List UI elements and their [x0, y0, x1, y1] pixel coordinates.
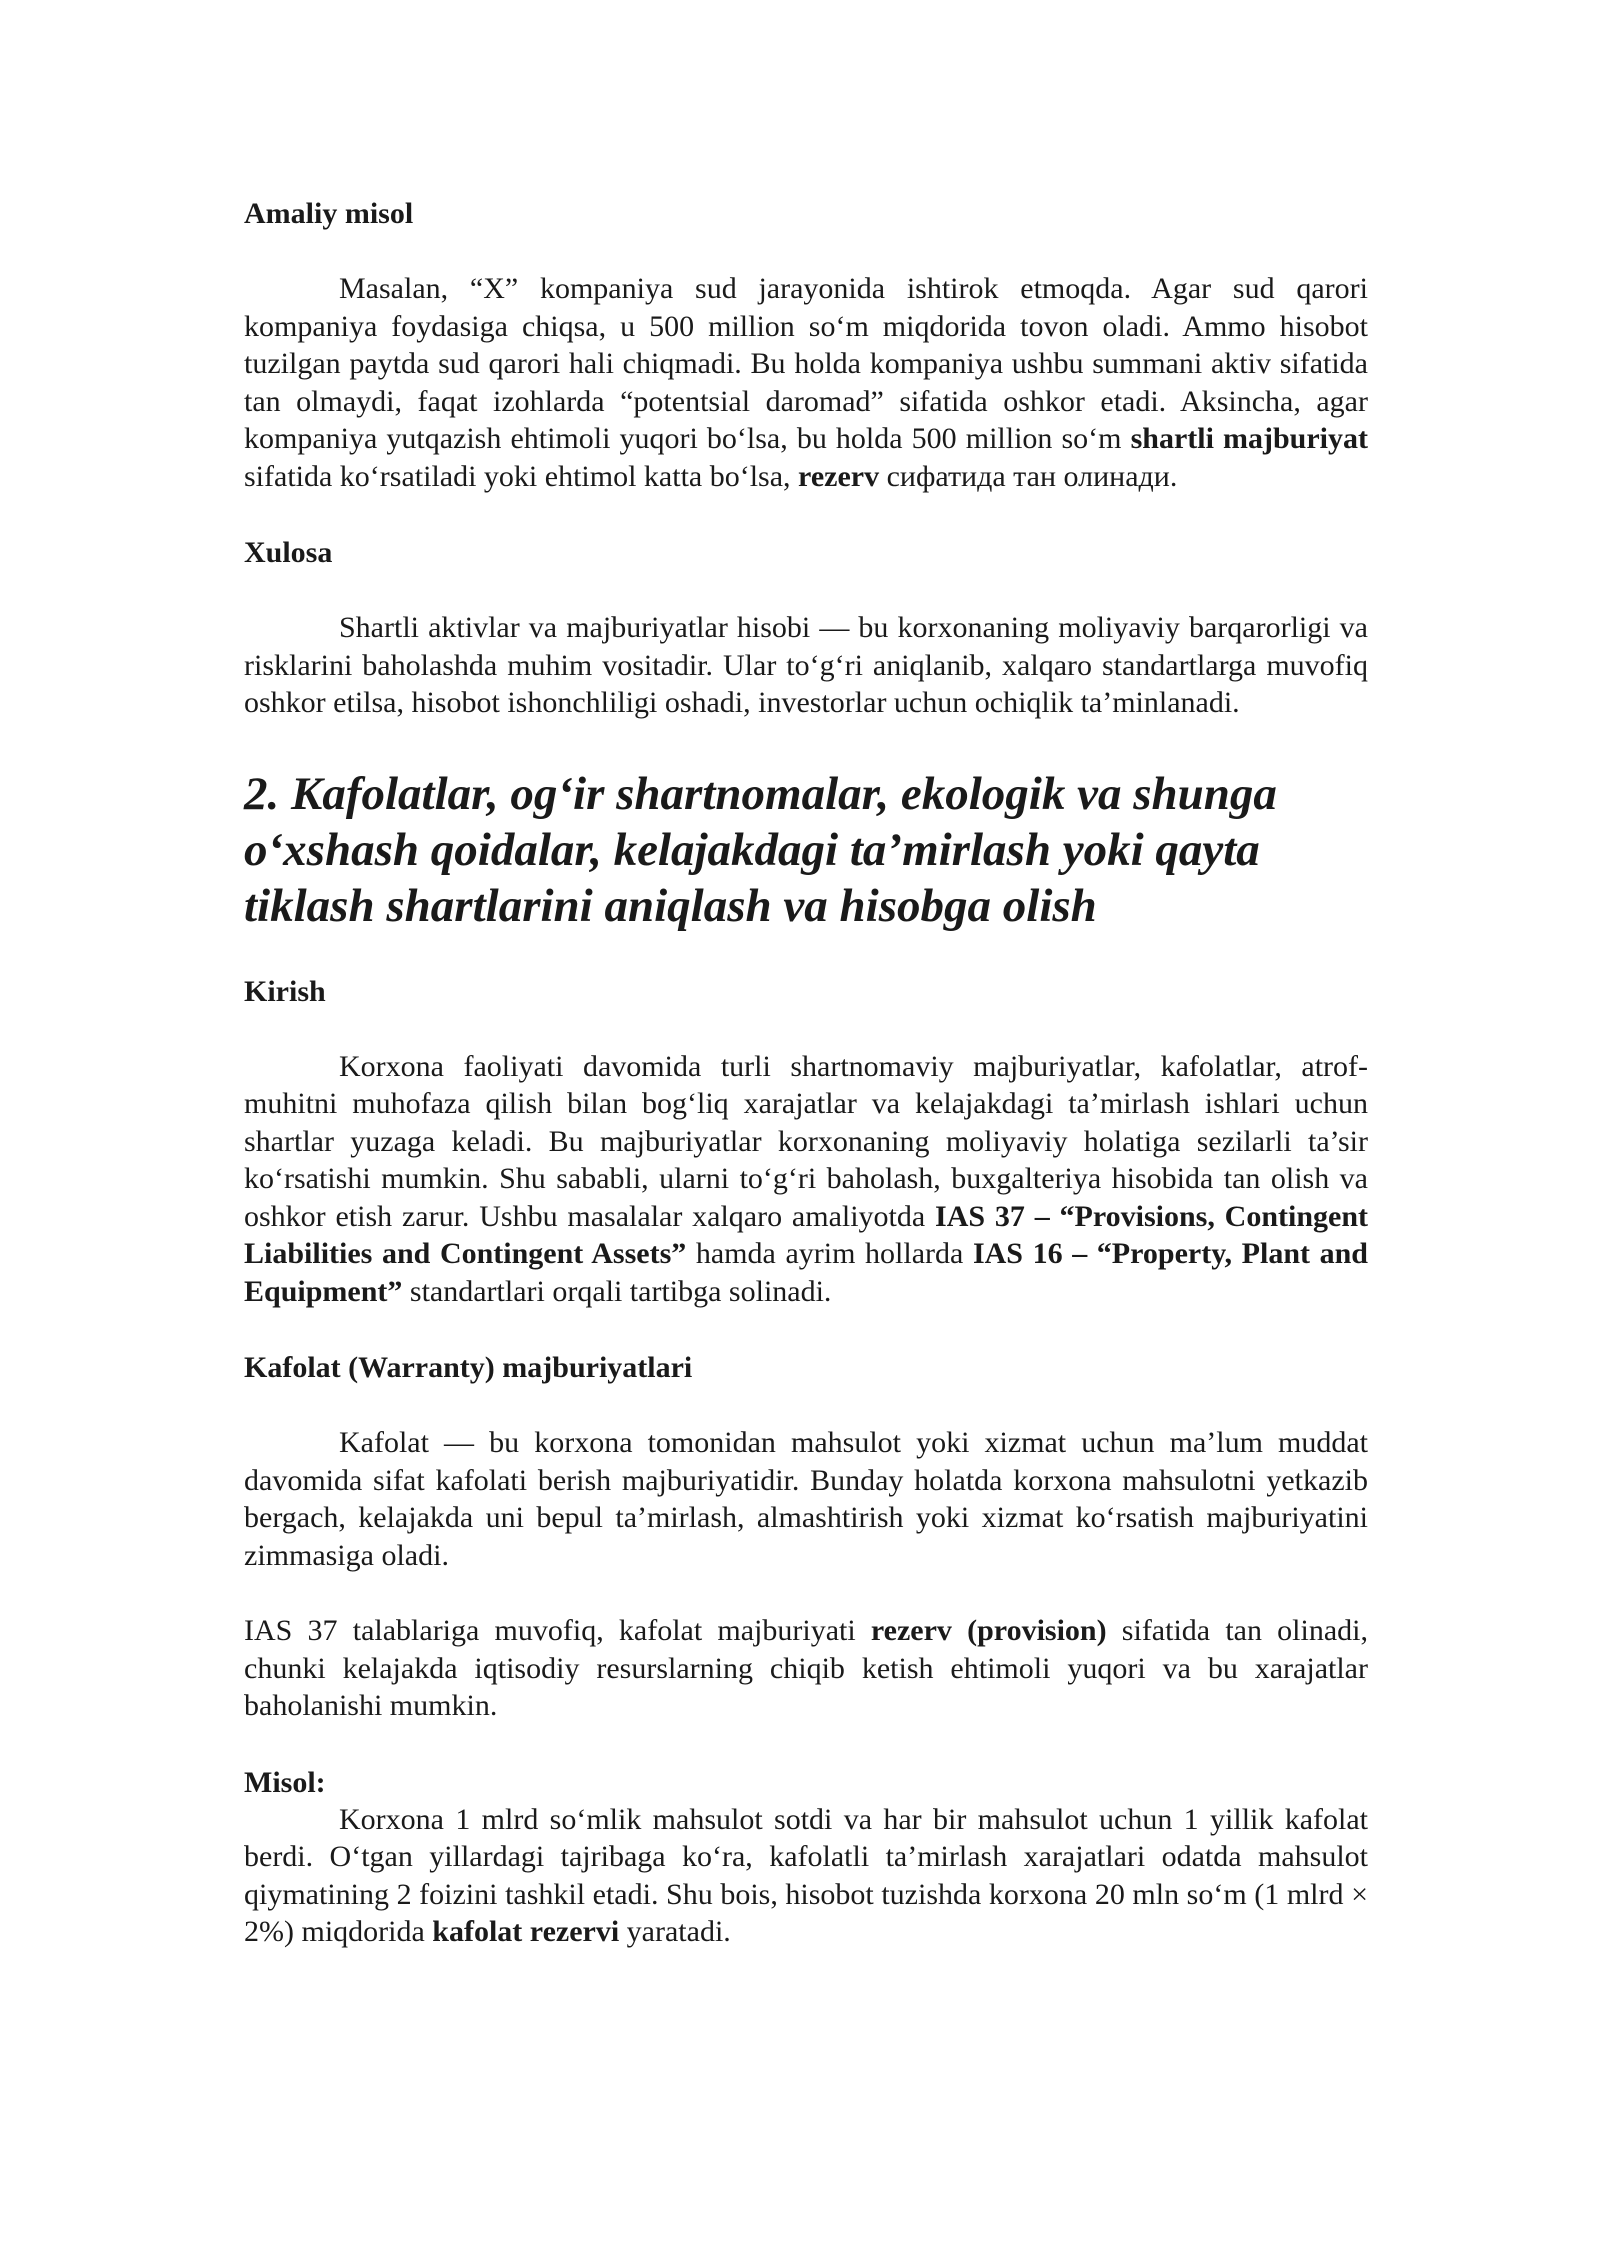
heading-kafolat: Kafolat (Warranty) majburiyatlari [244, 1351, 693, 1384]
bold-term-rezerv-provision: rezerv (provision) [870, 1614, 1107, 1647]
text-run: сифатида тан олинади. [879, 459, 1178, 493]
chapter-2-title: 2. Kafolatlar, og‘ir shartnomalar, ekologik va shunga o‘xshash qoidalar, kelajakdagi ta’mirlash yoki qayta tiklash shartlarini aniqlash va hisobga olish [244, 767, 1277, 932]
bold-term-ias-37: IAS 37 – “Provisions, Contingent Liabilities and Contingent Assets” [244, 1199, 1369, 1270]
bold-term-shartli-majburiyat: shartli majburiyat [1130, 422, 1369, 455]
text-run: standartlari orqali tartibga solinadi. [402, 1274, 832, 1308]
bold-term-ias-16: IAS 16 – “Property, Plant and Equipment” [244, 1237, 1368, 1308]
bold-term-rezerv: rezerv [798, 459, 880, 493]
paragraph-amaliy-misol [244, 270, 1368, 495]
text-run: IAS 37 talablariga muvofiq, kafolat majburiyati [244, 1614, 871, 1647]
text-run: Masalan, “X” kompaniya sud jarayonida ishtirok etmoqda. Agar sud qarori kompaniya foydasiga chiqsa, u 500 million so‘m miqdorida tovon oladi. Ammo hisobot tuzilgan paytda sud qarori hali chiqmadi. Bu holda kompaniya ushbu summani aktiv sifatida tan olmaydi, faqat izohlarda “potentsial daromad” sifatida oshkor etadi. Aksincha, agar kompaniya yutqazish ehtimoli yuqori bo‘lsa, bu holda 500 million so‘m [244, 272, 1368, 455]
text-run: sifatida tan olinadi, chunki kelajakda iqtisodiy resurslarning chiqib ketish ehtimoli yuqori va bu xarajatlar baholanishi mumkin. [244, 1614, 1368, 1722]
paragraph-kirish [244, 1048, 1368, 1311]
document-page [244, 196, 1368, 1951]
text-run: hamda ayrim hollarda [686, 1237, 973, 1270]
paragraph-kafolat-2 [244, 1612, 1368, 1725]
text-run: yaratadi. [619, 1915, 731, 1948]
paragraph-xulosa: Shartli aktivlar va majburiyatlar hisobi — bu korxonaning moliyaviy barqarorligi va risklarini baholashda muhim vositadir. Ular to‘g‘ri aniqlanib, xalqaro standartlarga muvofiq oshkor etilsa, hisobot ishonchliligi oshadi, investorlar uchun ochiqlik ta’minlanadi. [244, 611, 1368, 719]
paragraph-misol [244, 1801, 1368, 1951]
heading-xulosa: Xulosa [244, 536, 333, 569]
text-run: Korxona 1 mlrd so‘mlik mahsulot sotdi va har bir mahsulot uchun 1 yillik kafolat berdi. O‘tgan yillardagi tajribaga ko‘ra, kafolatli ta’mirlash xarajatlari odatda mahsulot qiymatining 2 foizini tashkil etadi. Shu bois, hisobot tuzishda korxona 20 mln so‘m (1 mlrd × 2%) miqdorida [244, 1802, 1368, 1948]
heading-kirish: Kirish [244, 974, 326, 1008]
bold-term-kafolat-rezervi: kafolat rezervi [432, 1915, 620, 1948]
text-run: Korxona faoliyati davomida turli shartnomaviy majburiyatlar, kafolatlar, atrof-muhitni muhofaza qilish bilan bog‘liq xarajatlar va kelajakdagi ta’mirlash ishlari uchun shartlar yuzaga keladi. Bu majburiyatlar korxonaning moliyaviy holatiga sezilarli ta’sir ko‘rsatishi mumkin. Shu sababli, ularni to‘g‘ri baholash, buxgalteriya hisobida tan olish va oshkor etish zarur. Ushbu masalalar xalqaro amaliyotda [244, 1049, 1368, 1233]
text-run: sifatida ko‘rsatiladi yoki ehtimol katta bo‘lsa, [244, 459, 799, 493]
heading-misol: Misol: [244, 1765, 326, 1799]
paragraph-kafolat-1: Kafolat — bu korxona tomonidan mahsulot yoki xizmat uchun ma’lum muddat davomida sifat kafolati berish majburiyatidir. Bunday holatda korxona mahsulotni yetkazib bergach, kelajakda uni bepul ta’mirlash, almashtirish yoki xizmat ko‘rsatish majburiyatini zimmasiga oladi. [244, 1426, 1368, 1572]
heading-amaliy-misol: Amaliy misol [244, 197, 414, 230]
